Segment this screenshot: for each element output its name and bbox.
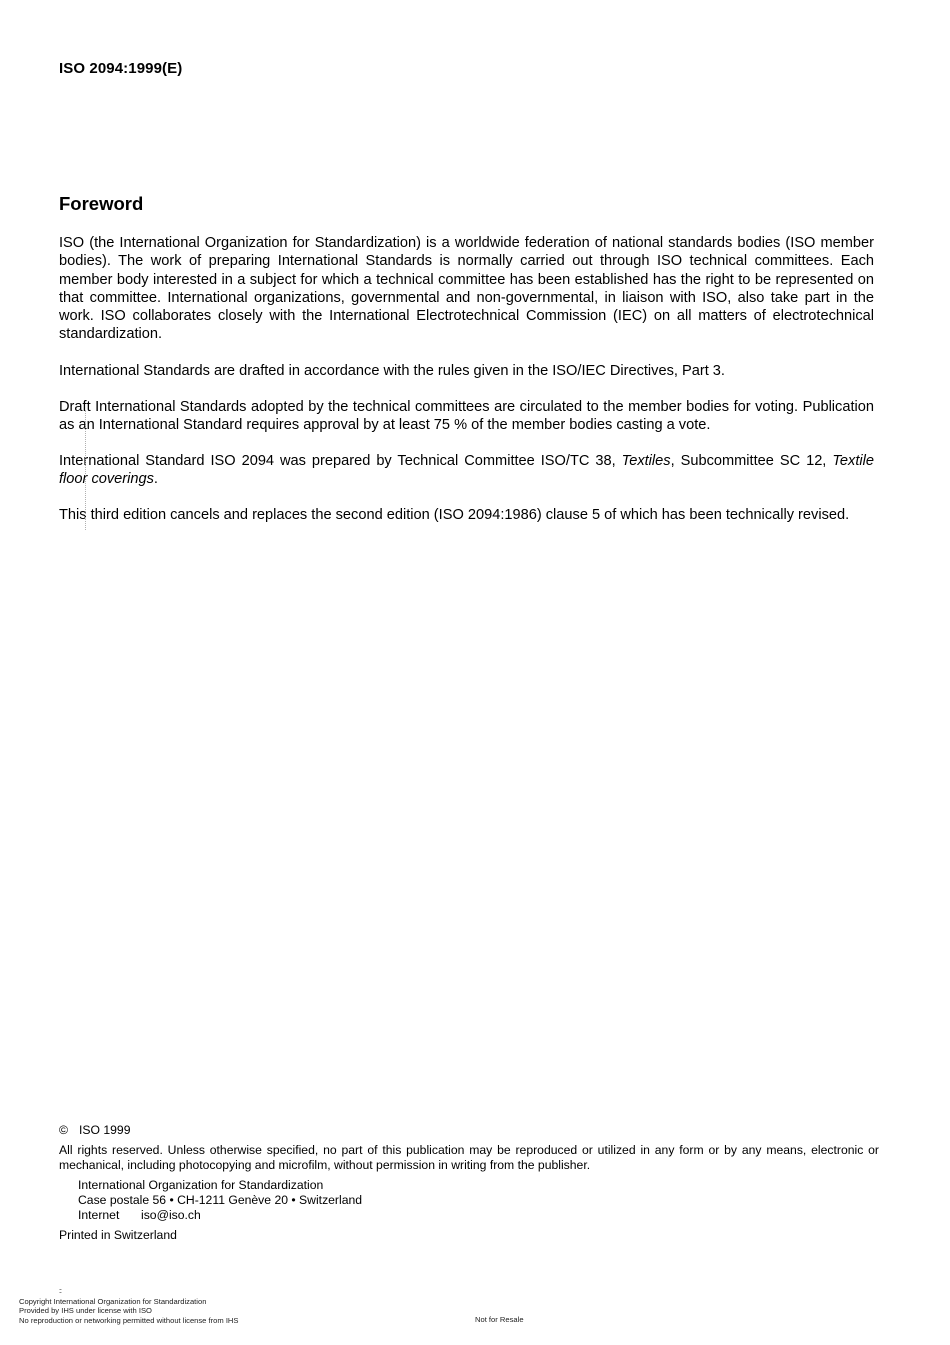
copyright-year: ISO 1999	[79, 1123, 131, 1137]
copyright-block	[59, 1123, 879, 1243]
footer-mark-icon: ::	[59, 1288, 61, 1295]
not-for-resale-notice: Not for Resale	[475, 1315, 524, 1324]
prepared-by-middle: , Subcommittee SC 12,	[670, 453, 833, 470]
paragraph-iso-intro: ISO (the International Organization for Standardization) is a worldwide federation of national standards bodies (ISO member bodies). The work of preparing International Standards is normally carried out through ISO technical committees. Each member body interested in a subject for which a technical committee has been established has the right to be represented on that committee. International organizations, governmental and non-governmental, in liaison with ISO, also take part in the work. ISO collaborates closely with the International Electrotechnical Commission (IEC) on all matters of electrotechnical standardization.	[59, 235, 874, 343]
paragraph-prepared-by	[59, 452, 874, 489]
foreword-heading: Foreword	[59, 193, 144, 214]
paragraph-draft-approval: Draft International Standards adopted by the technical committees are circulated to the member bodies for voting. Publication as an International Standard requires approval by at least 75 % of the member bodies casting a vote.	[59, 398, 874, 433]
subcommittee-name: Textile floor coverings	[59, 453, 874, 488]
printed-in: Printed in Switzerland	[59, 1228, 177, 1242]
rights-statement: All rights reserved. Unless otherwise specified, no part of this publication may be reproduced or utilized in any form or by any means, electronic or mechanical, including photocopying and microfilm, without permission in writing from the publisher.	[59, 1143, 879, 1172]
document-id: ISO 2094:1999(E)	[59, 60, 183, 77]
license-line: Copyright International Organization for Standardization	[19, 1296, 207, 1306]
paragraph-drafting-rules: International Standards are drafted in accordance with the rules given in the ISO/IEC Directives, Part 3.	[59, 362, 725, 379]
committee-name: Textiles	[621, 453, 671, 470]
address-postal: Case postale 56 • CH-1211 Genève 20 • Switzerland	[78, 1193, 363, 1207]
copyright-icon: ©	[59, 1123, 68, 1137]
license-footer	[19, 1287, 238, 1325]
scan-artifact-dotted-line	[85, 410, 86, 530]
address-internet	[78, 1208, 879, 1223]
license-line: No reproduction or networking permitted without license from IHS	[19, 1315, 239, 1325]
copyright-line	[59, 1123, 879, 1138]
prepared-by-suffix: .	[153, 471, 158, 488]
internet-label: Internet	[78, 1208, 120, 1222]
iso-address	[59, 1178, 879, 1223]
license-line: Provided by IHS under license with ISO	[19, 1306, 152, 1316]
address-organization: International Organization for Standardization	[78, 1178, 324, 1192]
prepared-by-prefix: International Standard ISO 2094 was prepared by Technical Committee ISO/TC 38,	[59, 453, 622, 470]
foreword-body	[59, 234, 874, 543]
internet-email: iso@iso.ch	[141, 1208, 201, 1222]
paragraph-edition-note: This third edition cancels and replaces the second edition (ISO 2094:1986) clause 5 of which has been technically revised.	[59, 507, 850, 524]
